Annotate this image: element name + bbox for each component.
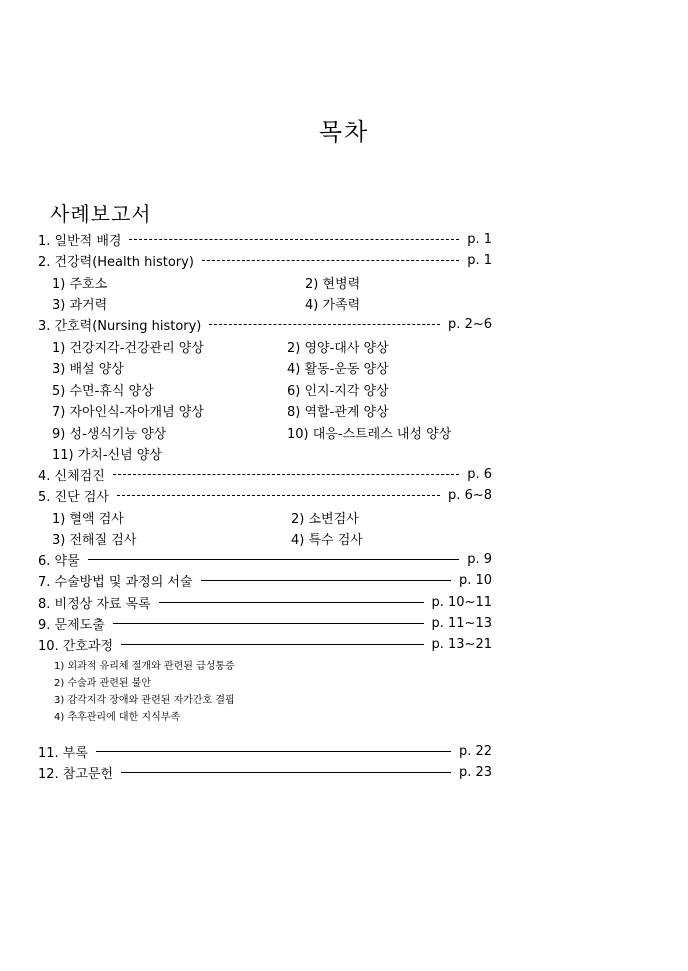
toc-subitem: 2) 영양-대사 양상 — [287, 341, 389, 356]
toc-item-diagnostic-tests — [38, 486, 492, 504]
leader-dashes — [129, 239, 459, 240]
leader-dashes — [202, 260, 459, 261]
toc-subitem: 7) 자아인식-자아개념 양상 — [52, 405, 204, 420]
toc-label: 5. 진단 검사 — [38, 489, 109, 505]
toc-page: p. 2~6 — [448, 316, 492, 332]
leader-dashes — [117, 495, 440, 496]
toc-subitem: 6) 인지-지각 양상 — [287, 384, 389, 399]
toc-item-appendix — [38, 742, 492, 760]
toc-page: p. 22 — [458, 743, 492, 759]
toc-subitem: 5) 수면-휴식 양상 — [52, 384, 154, 399]
toc-page: p. 10 — [458, 572, 492, 588]
toc-label: 6. 약물 — [38, 553, 80, 569]
toc-subitem: 1) 외과적 유리체 절개와 관련된 급성통증 — [54, 661, 235, 672]
toc-subitem: 3) 전해질 검사 — [52, 533, 137, 548]
toc-item-health-history — [38, 251, 492, 269]
leader-line — [121, 772, 451, 773]
toc-page: p. 11~13 — [431, 615, 492, 631]
toc-item-references — [38, 763, 492, 781]
toc-item-nursing-process — [38, 635, 492, 653]
toc-label: 11. 부록 — [38, 745, 88, 761]
toc-page: p. 6 — [467, 466, 492, 482]
toc-label: 10. 간호과정 — [38, 638, 114, 654]
toc-label: 3. 간호력(Nursing history) — [38, 318, 202, 334]
toc-subitem: 4) 특수 검사 — [291, 533, 363, 548]
leader-line — [88, 559, 460, 560]
toc-subitem: 1) 주호소 — [52, 277, 108, 292]
toc-subitem: 8) 역할-관계 양상 — [287, 405, 389, 420]
leader-dashes — [113, 474, 459, 475]
toc-page: p. 1 — [467, 252, 492, 268]
toc-subitem: 2) 수술과 관련된 불안 — [54, 678, 152, 689]
toc-item-nursing-history — [38, 315, 492, 333]
toc-label: 8. 비정상 자료 목록 — [38, 596, 151, 612]
toc-item-abnormal-data — [38, 593, 492, 611]
toc-label: 2. 건강력(Health history) — [38, 254, 194, 270]
toc-subitem: 9) 성-생식기능 양상 — [52, 427, 167, 442]
toc-subitem: 2) 현병력 — [305, 277, 361, 292]
toc-page: p. 10~11 — [431, 594, 492, 610]
leader-line — [113, 623, 424, 624]
toc-label: 7. 수술방법 및 과정의 서술 — [38, 574, 193, 590]
toc-label: 12. 참고문헌 — [38, 766, 114, 782]
toc-page: p. 23 — [458, 764, 492, 780]
toc-item-problem-identification — [38, 614, 492, 632]
toc-page: p. 9 — [467, 551, 492, 567]
leader-dashes — [209, 324, 440, 325]
toc-subitem: 1) 건강지각-건강관리 양상 — [52, 341, 204, 356]
toc-subitem: 1) 혈액 검사 — [52, 512, 124, 527]
leader-line — [96, 751, 451, 752]
toc-label: 4. 신체검진 — [38, 468, 105, 484]
toc-subitem: 3) 배설 양상 — [52, 362, 124, 377]
toc-label: 9. 문제도출 — [38, 617, 105, 633]
toc-item-general-background — [38, 230, 492, 248]
toc-subitem: 3) 감각지각 장애와 관련된 자가간호 결핍 — [54, 695, 235, 706]
leader-line — [159, 602, 424, 603]
toc-subitem: 11) 가치-신념 양상 — [52, 448, 162, 463]
toc-subitem: 10) 대응-스트레스 내성 양상 — [287, 427, 452, 442]
section-subtitle: 사례보고서 — [50, 202, 152, 226]
toc-page: p. 1 — [467, 231, 492, 247]
page-title: 목차 — [318, 118, 370, 146]
toc-subitem: 4) 활동-운동 양상 — [287, 362, 389, 377]
toc-item-medication — [38, 550, 492, 568]
toc-subitem: 3) 과거력 — [52, 298, 108, 313]
leader-line — [201, 580, 451, 581]
toc-page: p. 6~8 — [448, 487, 492, 503]
toc-label: 1. 일반적 배경 — [38, 233, 122, 249]
toc-item-surgery-description — [38, 571, 492, 589]
toc-subitem: 2) 소변검사 — [291, 512, 359, 527]
toc-subitem: 4) 추후관리에 대한 지식부족 — [54, 712, 181, 723]
toc-subitem: 4) 가족력 — [305, 298, 361, 313]
toc-page: p. 13~21 — [431, 636, 492, 652]
toc-item-physical-exam — [38, 465, 492, 483]
leader-line — [121, 644, 423, 645]
